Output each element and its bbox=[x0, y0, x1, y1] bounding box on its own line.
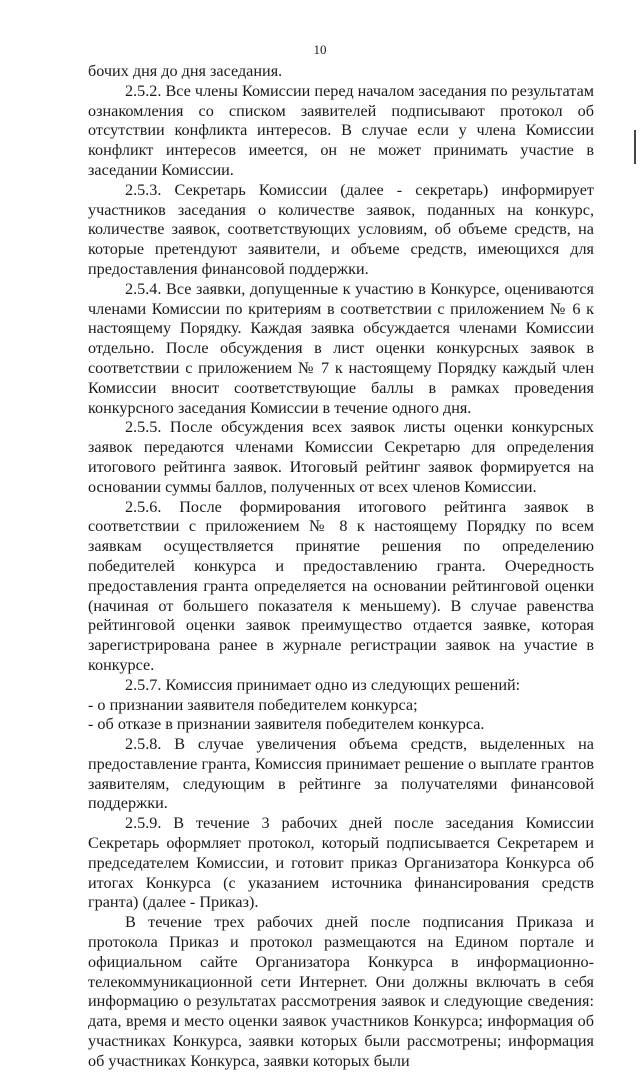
paragraph-2-5-5: 2.5.5. После обсуждения всех заявок листы оценки конкурсных заявок передаются членами Комиссии Секретарю для определения итогового рейтинга заявок. Итоговый рейтинг заявок формируется на основании суммы баллов, полученных от всех членов Комиссии. bbox=[88, 418, 594, 496]
paragraph-2-5-3: 2.5.3. Секретарь Комиссии (далее - секретарь) информирует участников заседания о количестве заявок, поданных на конкурс, количестве заявок, соответствующих условиям, об объеме средств, на которые претендуют заявители, и объеме средств, имеющихся для предоставления финансовой поддержки. bbox=[88, 180, 594, 278]
list-item-refusal: - об отказе в признании заявителя победителем конкурса. bbox=[88, 715, 485, 734]
paragraph-2-5-2: 2.5.2. Все члены Комиссии перед началом заседания по результатам ознакомления со списком заявителей подписывают протокол об отсутствии конфликта интересов. В случае если у члена Комиссии конфликт интересов имеется, он не может принимать участие в заседании Комиссии. bbox=[88, 81, 594, 179]
paragraph-2-5-8: 2.5.8. В случае увеличения объема средств, выделенных на предоставление гранта, Комиссия принимает решение о выплате грантов заявителям, следующим в рейтинге за получателями финансовой поддержки. bbox=[88, 735, 594, 813]
paragraph-2-5-7: 2.5.7. Комиссия принимает одно из следующих решений: bbox=[125, 675, 521, 694]
page-number: 10 bbox=[313, 42, 327, 57]
paragraph-2-5-6: 2.5.6. После формирования итогового рейтинга заявок в соответствии с приложением № 8 к настоящему Порядку по всем заявкам осуществляется принятие решения по определению победителей конкурса и предоставлению гранта. Очередность предоставления гранта определяется на основании рейтинговой оценки (начиная от большего показателя к меньшему). В случае равенства рейтинговой оценки заявок преимущество отдается заявке, которая зарегистрирована ранее в журнале регистрации заявок на участие в конкурсе. bbox=[88, 497, 594, 674]
paragraph-publication: В течение трех рабочих дней после подписания Приказа и протокола Приказ и протокол размещаются на Едином портале и официальном сайте Организатора Конкурса в информационно-телекоммуникационной сети Интернет. Они должны включать в себя информацию о результатах рассмотрения заявок и следующие сведения: дата, время и место оценки заявок участников Конкурса; информация об участниках Конкурса, заявки которых были рассмотрены; информация об участниках Конкурса, заявки которых были bbox=[88, 913, 594, 1070]
paragraph-2-5-9: 2.5.9. В течение 3 рабочих дней после заседания Комиссии Секретарь оформляет протокол, который подписывается Секретарем и председателем Комиссии, и готовит приказ Организатора Конкурса об итогах Конкурса (с указанием источника финансирования средств гранта) (далее - Приказ). bbox=[88, 814, 594, 912]
scan-edge-mark bbox=[634, 130, 636, 164]
paragraph-2-5-4: 2.5.4. Все заявки, допущенные к участию в Конкурсе, оцениваются членами Комиссии по критериям в соответствии с приложением № 6 к настоящему Порядку. Каждая заявка обсуждается членами Комиссии отдельно. После обсуждения в лист оценки конкурсных заявок в соответствии с приложением № 7 к настоящему Порядку каждый член Комиссии вносит соответствующие баллы в рамках проведения конкурсного заседания Комиссии в течение одного дня. bbox=[88, 279, 594, 417]
paragraph-continuation: бочих дня до дня заседания. bbox=[88, 62, 283, 80]
list-item-winner: - о признании заявителя победителем конкурса; bbox=[88, 695, 418, 714]
document-body bbox=[88, 62, 594, 1072]
